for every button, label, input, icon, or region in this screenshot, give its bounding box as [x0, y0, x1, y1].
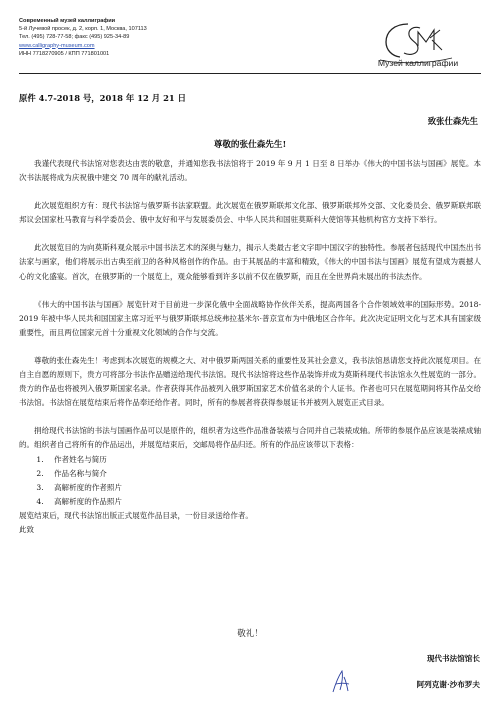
closing-line: 展览结束后，现代书法馆出版正式展览作品目录，一份目录送给作者。 — [19, 510, 253, 520]
list-item: 3. 高解析度的作者照片 — [46, 481, 481, 495]
closing-word: 此致 — [19, 524, 35, 534]
org-address: 5-й Лучевой просек, д. 2, корп. 1, Москва, 107113 — [19, 26, 147, 33]
paragraph: 尊敬的张仕森先生！考虑到本次展览的规模之大、对中俄罗斯两国关系的重要性及其社会意义，我书法馆恳请您支持此次展览项目。在自主自愿的原则下，贵方可将部分书法作品赠送给现代书法馆。现代书法馆将这些作品装饰并成为莫斯科现代书法馆永久性展览的一部分。贵方的作品也将被列入俄罗斯国家名录。作者获得其作品被列入俄罗斯国家艺术价值名录的个人证书。作者也可只在展览期间将其作品交给书法馆。书法馆在展览结束后将作品奉还给作者。同时，所有的参展者将获得参展证书并被列入展览正式目录。 — [19, 355, 481, 408]
logo-caption: Музей каллиграфии — [377, 58, 459, 68]
greeting: 尊敬的张仕森先生! — [213, 140, 287, 150]
letterhead-divider — [19, 73, 481, 74]
salutation: 敬礼！ — [237, 629, 263, 639]
paragraph: 此次展览目的为向莫斯科观众展示中国书法艺术的深奥与魅力，揭示人类最古老文字即中国汉字的独特性。参展者包括现代中国杰出书法家与画家，他们将展示出古典至前卫的各种风格创作的作品。由于其展品的丰富和精致，《伟大的中国书法与国画》展览有望成为震撼人心的文化盛宴。首次，在俄罗斯的一个展览上，观众能够看到许多以前不仅在俄罗斯，而且在全世界尚未展出的书法杰作。 — [19, 243, 481, 281]
handwritten-signature-icon — [330, 668, 352, 694]
reference-number: 原件 4.7-2018 号，2018 年 12 月 21 日 — [19, 93, 187, 103]
paragraph: 我谨代表现代书法馆对您表达由衷的敬意，并通知您我书法馆将于 2019 年 9 月 1 日至 8 日举办《伟大的中国书法与国画》展览。本次书法展将成为庆祝俄中建交 70 周年的献礼活动。 — [19, 159, 481, 183]
paragraph: 《伟大的中国书法与国画》展览针对于目前进一步深化俄中全面战略协作伙伴关系，提高两国各个合作领域效率的国际形势。2018-2019 年被中华人民共和国国家主席习近平与俄罗斯联邦总统弗拉基米尔·普京宣布为中俄地区合作年。此次决定证明文化与艺术具有国家级重要性，而且两位国家元首十分重视文化领域的合作与交流。 — [19, 299, 481, 337]
signer-title: 现代书法馆馆长 — [426, 654, 480, 663]
org-website-link[interactable]: www.calligraphy-museum.com — [19, 42, 95, 49]
submission-paragraph: 捐给现代书法馆的书法与国画作品可以是原件的，组织者为这些作品准备装裱与合同并自己装裱成轴。所带的参展作品应该是装裱成轴的。组织者自己将所有的作品运出，并展览结束后，交邮局将作品归还。所有的作品应该带以下表格： — [19, 426, 481, 450]
letterhead-contact-block — [19, 17, 319, 58]
requirements-list — [19, 453, 481, 509]
org-name: Современный музей каллиграфии — [19, 18, 116, 24]
recipient-line: 致张仕森先生 — [427, 116, 478, 126]
list-item: 4. 高解析度的作品照片 — [46, 495, 481, 509]
org-phone: Тел. (495) 728-77-58; факс (495) 925-34-89 — [19, 34, 130, 41]
org-tax-ids: ИНН 7718270905 / КПП 771801001 — [19, 50, 110, 57]
paragraph: 此次展览组织方有：现代书法馆与俄罗斯书法家联盟。此次展览在俄罗斯联邦文化部、俄罗斯联邦外交部、文化委员会、俄罗斯联邦联邦议会国家杜马教育与科学委员会、俄中友好和平与发展委员会、中华人民共和国驻莫斯科大使馆等其他机构官方支持下举行。 — [19, 201, 481, 225]
list-item: 2. 作品名称与简介 — [46, 467, 481, 481]
signer-name: 阿列克谢·沙布罗夫 — [416, 680, 480, 689]
letter-body — [19, 157, 481, 537]
list-item: 1. 作者姓名与简历 — [46, 453, 481, 467]
